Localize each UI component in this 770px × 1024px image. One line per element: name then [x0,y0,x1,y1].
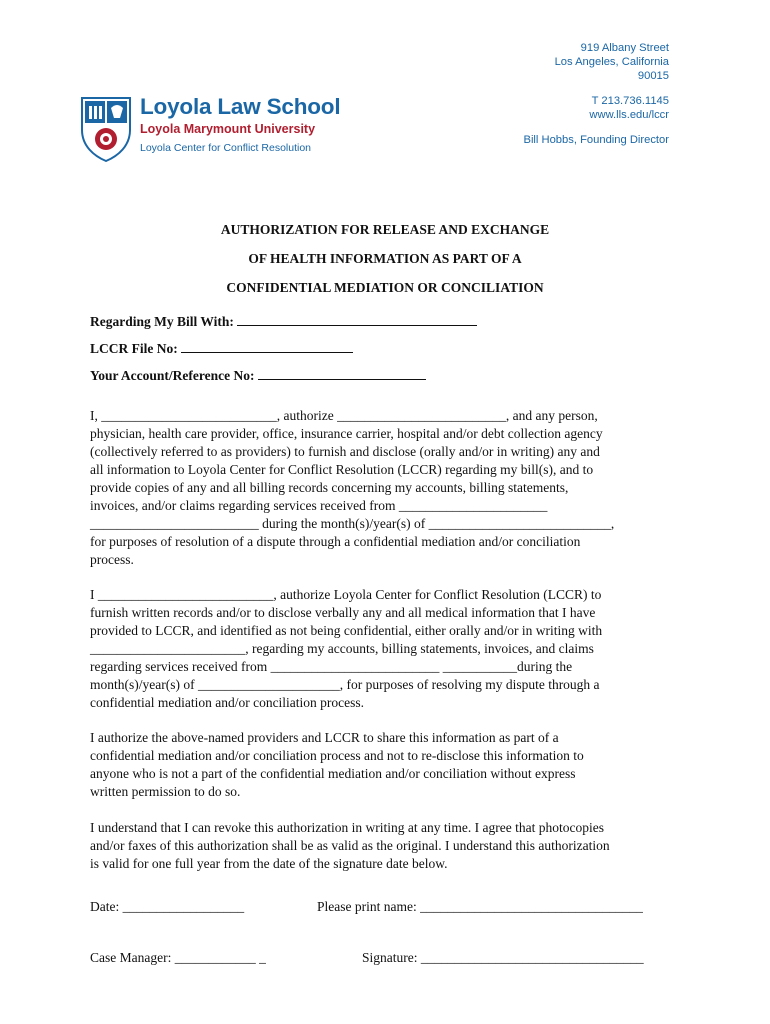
print-name-field[interactable]: Please print name: _________________________________ [317,899,643,914]
file-no-field [90,340,353,357]
para-line: written permission to do so. [90,784,241,799]
para-line: regarding services received from _________________________ ___________during the [90,659,573,674]
para-line: furnish written records and/or to disclose verbally any and all medical information that I have [90,605,596,620]
bill-with-input[interactable] [237,313,477,326]
file-no-label: LCCR File No: [90,341,178,356]
para-line: I __________________________, authorize Loyola Center for Conflict Resolution (LCCR) to [90,587,602,602]
para-line: and/or faxes of this authorization shall be as valid as the original. I understand this authorization [90,838,610,853]
para-line: I understand that I can revoke this authorization in writing at any time. I agree that photocopies [90,820,604,835]
para-line: _________________________ during the month(s)/year(s) of ___________________________, [90,516,615,531]
loyola-logo [80,94,341,162]
para-line: confidential mediation and/or conciliation process and not to re-disclose this information to [90,748,584,763]
share-paragraph [90,729,690,801]
para-line: process. [90,552,134,567]
director-name: Bill Hobbs, Founding Director [523,134,669,146]
para-line: confidential mediation and/or conciliation process. [90,695,365,710]
contact-block [523,41,669,147]
title-line-2: OF HEALTH INFORMATION AS PART OF A [248,251,522,266]
account-field [90,367,426,384]
para-line: is valid for one full year from the date of the signature date below. [90,856,448,871]
bill-with-label: Regarding My Bill With: [90,314,234,329]
authorization-paragraph-2 [90,586,690,712]
file-no-input[interactable] [181,340,353,353]
para-line: (collectively referred to as providers) to furnish and disclose (orally and/or in writing) any and [90,444,600,459]
account-label: Your Account/Reference No: [90,368,255,383]
para-line: for purposes of resolution of a dispute through a confidential mediation and/or conciliation [90,534,581,549]
address-line-2: Los Angeles, California [554,56,669,68]
para-line: physician, health care provider, office, insurance carrier, hospital and/or debt collection agency [90,426,603,441]
logo-title: Loyola Law School [140,94,341,119]
loyola-shield-icon [80,96,132,162]
logo-center-name: Loyola Center for Conflict Resolution [140,142,312,154]
address-line-3: 90015 [637,70,669,82]
website-link[interactable]: www.lls.edu/lccr [589,109,669,121]
logo-subtitle: Loyola Marymount University [140,122,316,136]
phone-number: T 213.736.1145 [591,95,669,107]
title-line-3: CONFIDENTIAL MEDIATION OR CONCILIATION [226,280,544,295]
address-line-1: 919 Albany Street [580,42,669,54]
para-line: I authorize the above-named providers and LCCR to share this information as part of a [90,730,559,745]
revocation-paragraph [90,819,690,873]
para-line: I, __________________________, authorize _________________________, and any person, [90,408,598,423]
date-field[interactable]: Date: __________________ [90,899,245,914]
para-line: provided to LCCR, and identified as not being confidential, either orally and/or in writing with [90,623,603,638]
document-title [0,215,770,302]
para-line: _______________________, regarding my accounts, billing statements, invoices, and claims [90,641,594,656]
para-line: month(s)/year(s) of _____________________, for purposes of resolving my dispute through a [90,677,600,692]
signature-field[interactable]: Signature: _________________________________ [362,950,644,965]
account-input[interactable] [258,367,426,380]
bill-with-field [90,313,477,330]
para-line: anyone who is not a part of the confidential mediation and/or conciliation without express [90,766,576,781]
para-line: provide copies of any and all billing records concerning my accounts, billing statements, [90,480,569,495]
para-line: all information to Loyola Center for Conflict Resolution (LCCR) regarding my bill(s), and to [90,462,594,477]
authorization-paragraph-1 [90,407,690,569]
para-line: invoices, and/or claims regarding services received from ______________________ [90,498,548,513]
title-line-1: AUTHORIZATION FOR RELEASE AND EXCHANGE [220,222,550,237]
case-manager-field[interactable]: Case Manager: ____________ _ [90,950,266,965]
